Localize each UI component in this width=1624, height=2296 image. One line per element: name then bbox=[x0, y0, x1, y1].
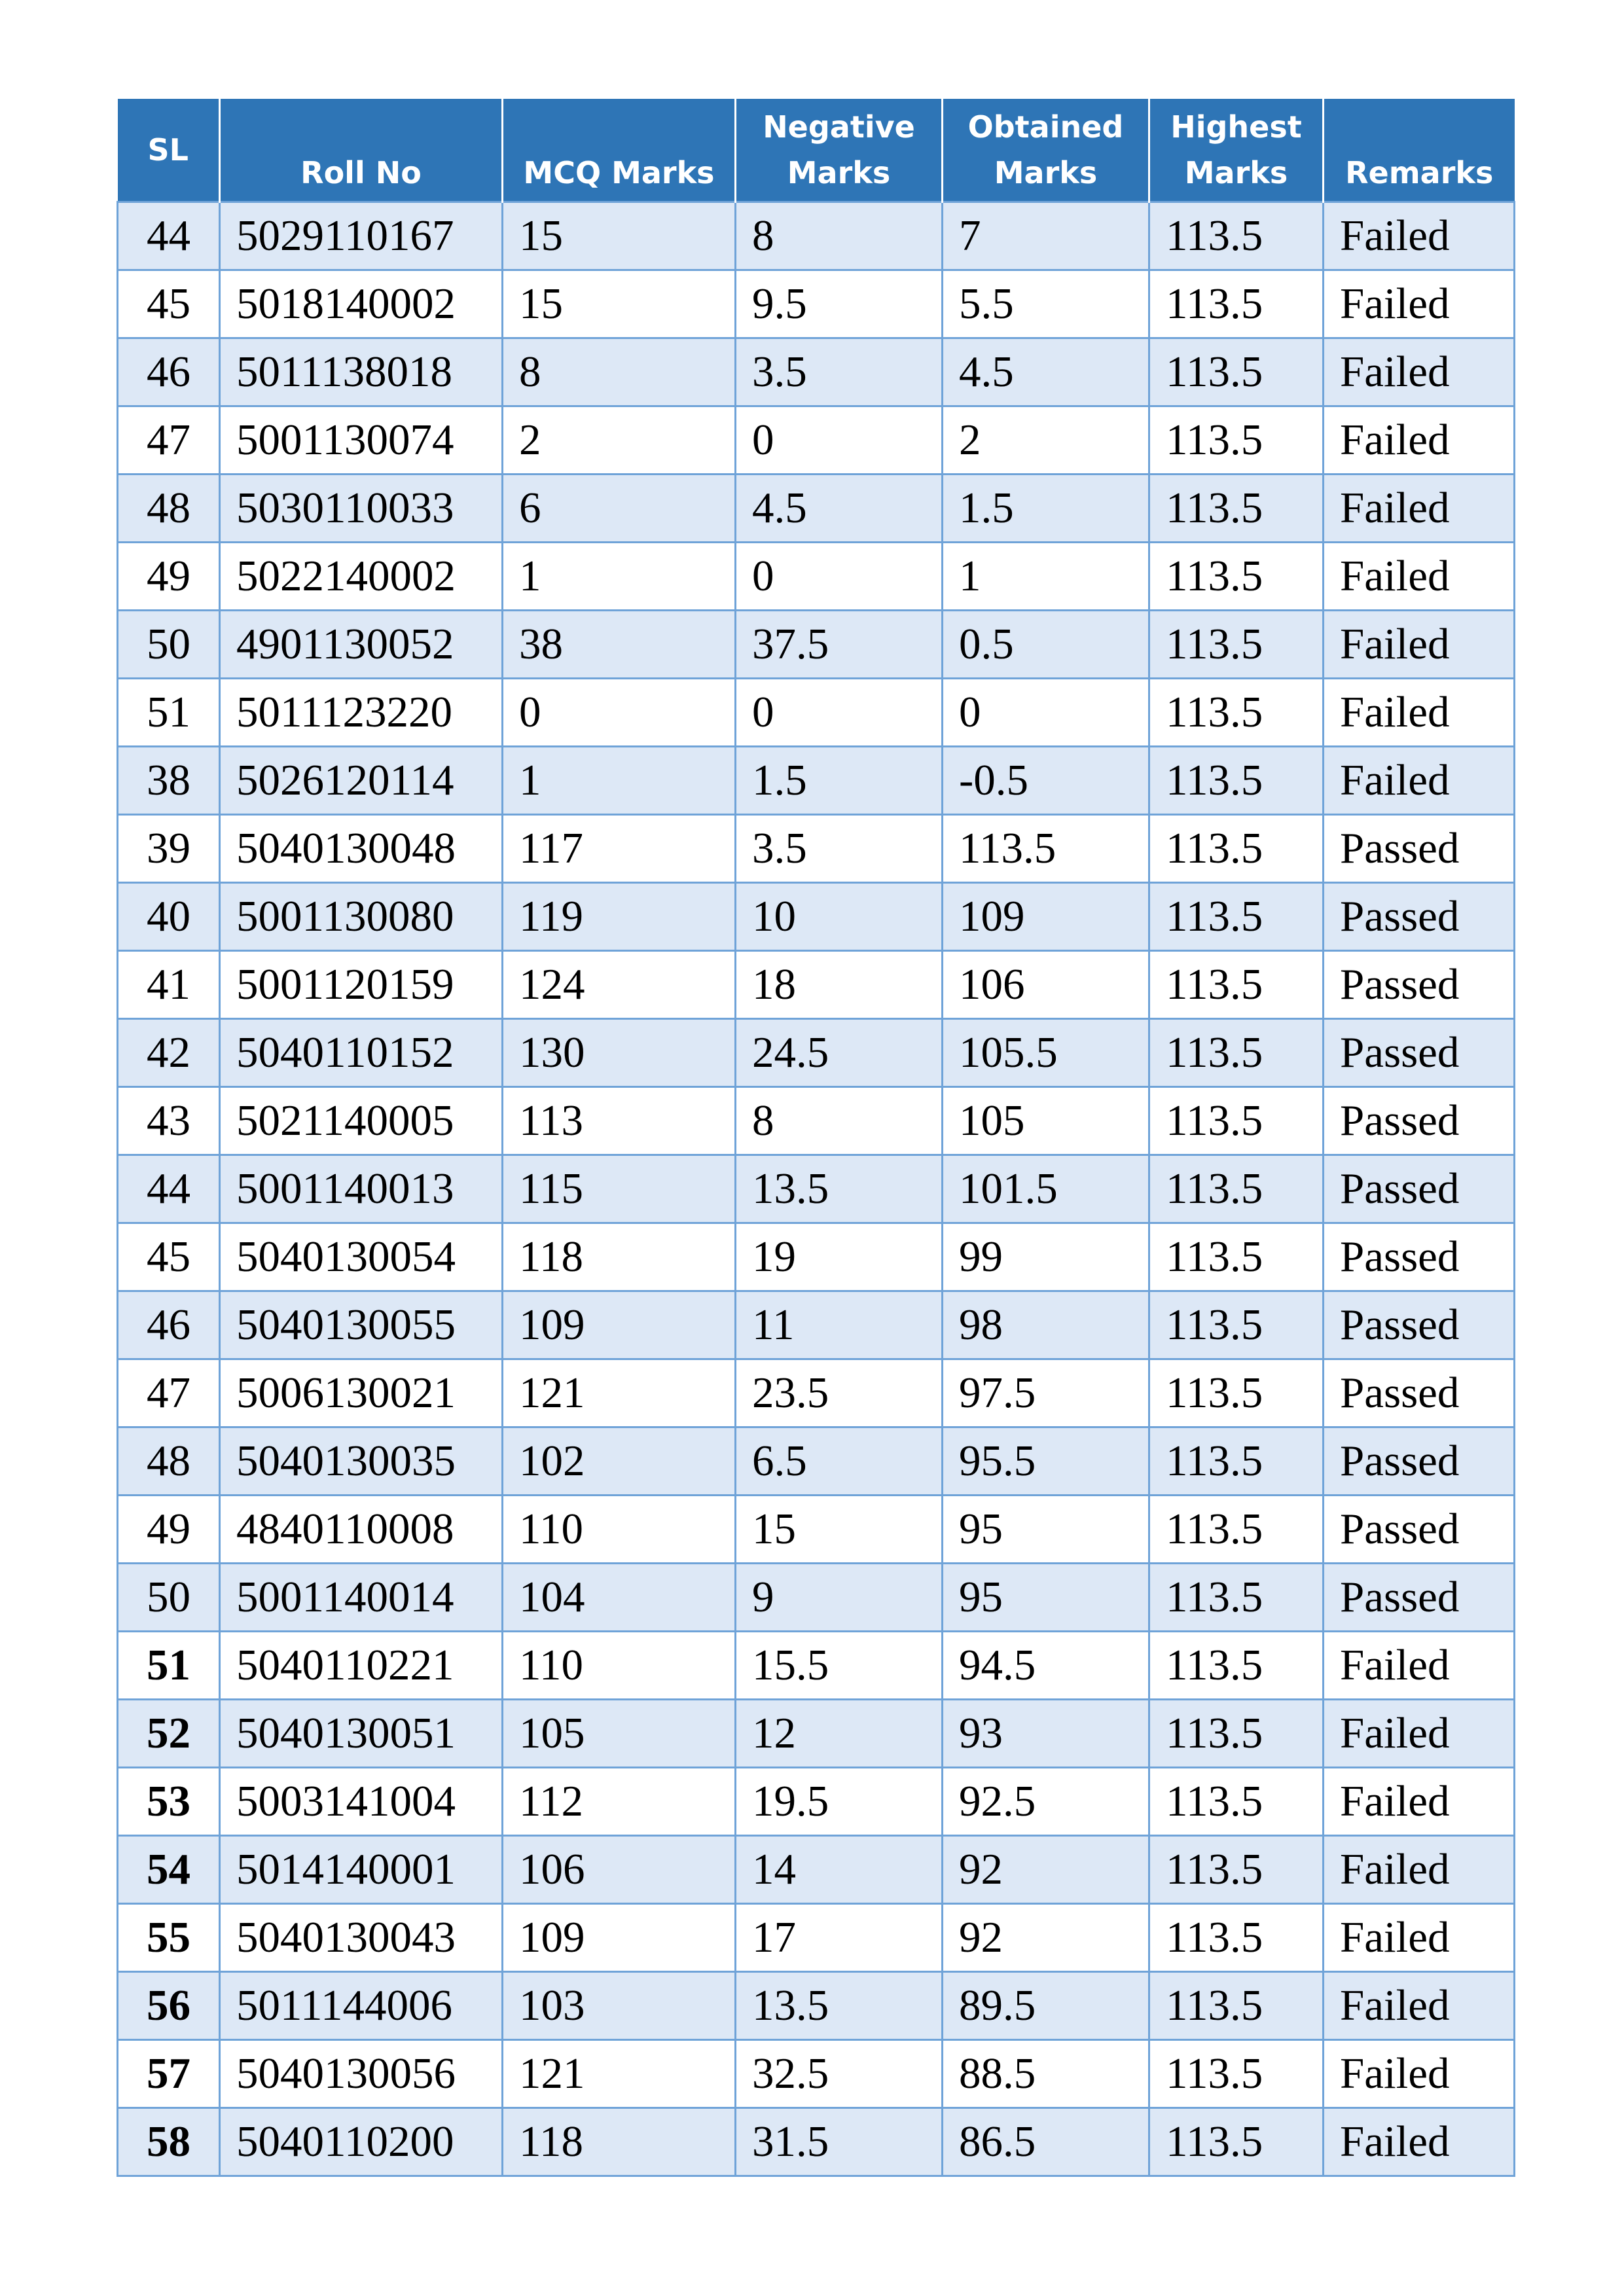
cell-highest-marks: 113.5 bbox=[1149, 678, 1324, 746]
table-row bbox=[118, 1359, 1515, 1427]
cell-highest-marks: 113.5 bbox=[1149, 746, 1324, 814]
cell-highest-marks: 113.5 bbox=[1149, 1223, 1324, 1291]
cell-highest-marks: 113.5 bbox=[1149, 1359, 1324, 1427]
cell-negative-marks: 31.5 bbox=[736, 2108, 943, 2176]
cell-remarks: Failed bbox=[1324, 1903, 1515, 1971]
cell-negative-marks: 8 bbox=[736, 1086, 943, 1155]
cell-roll-no: 5001140014 bbox=[220, 1563, 503, 1631]
cell-mcq-marks: 102 bbox=[503, 1427, 736, 1495]
header-negative-marks-line-1: Negative bbox=[763, 109, 915, 145]
cell-negative-marks: 23.5 bbox=[736, 1359, 943, 1427]
table-row bbox=[118, 406, 1515, 474]
cell-mcq-marks: 104 bbox=[503, 1563, 736, 1631]
header-roll-no: Roll No bbox=[220, 99, 503, 202]
cell-mcq-marks: 119 bbox=[503, 882, 736, 950]
cell-remarks: Passed bbox=[1324, 1427, 1515, 1495]
table-row bbox=[118, 1631, 1515, 1699]
cell-sl: 46 bbox=[118, 338, 220, 406]
cell-sl: 51 bbox=[118, 1631, 220, 1699]
cell-obtained-marks: 1 bbox=[943, 542, 1149, 610]
cell-highest-marks: 113.5 bbox=[1149, 610, 1324, 678]
cell-mcq-marks: 118 bbox=[503, 2108, 736, 2176]
header-row bbox=[118, 99, 1515, 202]
cell-sl: 58 bbox=[118, 2108, 220, 2176]
cell-mcq-marks: 15 bbox=[503, 270, 736, 338]
cell-roll-no: 5001140013 bbox=[220, 1155, 503, 1223]
cell-obtained-marks: 4.5 bbox=[943, 338, 1149, 406]
cell-highest-marks: 113.5 bbox=[1149, 1767, 1324, 1835]
header-negative-marks bbox=[736, 99, 943, 202]
cell-obtained-marks: 105 bbox=[943, 1086, 1149, 1155]
cell-mcq-marks: 15 bbox=[503, 202, 736, 270]
cell-negative-marks: 1.5 bbox=[736, 746, 943, 814]
cell-negative-marks: 12 bbox=[736, 1699, 943, 1767]
cell-negative-marks: 15.5 bbox=[736, 1631, 943, 1699]
cell-roll-no: 5006130021 bbox=[220, 1359, 503, 1427]
cell-sl: 39 bbox=[118, 814, 220, 882]
cell-highest-marks: 113.5 bbox=[1149, 2108, 1324, 2176]
cell-roll-no: 5030110033 bbox=[220, 474, 503, 542]
header-obtained-marks-line-1: Obtained bbox=[967, 109, 1124, 145]
cell-remarks: Passed bbox=[1324, 1495, 1515, 1563]
cell-obtained-marks: 98 bbox=[943, 1291, 1149, 1359]
cell-remarks: Failed bbox=[1324, 2108, 1515, 2176]
cell-remarks: Failed bbox=[1324, 1835, 1515, 1903]
table-row bbox=[118, 2039, 1515, 2108]
cell-remarks: Failed bbox=[1324, 610, 1515, 678]
cell-obtained-marks: 2 bbox=[943, 406, 1149, 474]
cell-roll-no: 5018140002 bbox=[220, 270, 503, 338]
cell-negative-marks: 4.5 bbox=[736, 474, 943, 542]
cell-obtained-marks: 0.5 bbox=[943, 610, 1149, 678]
cell-roll-no: 5040130035 bbox=[220, 1427, 503, 1495]
cell-highest-marks: 113.5 bbox=[1149, 270, 1324, 338]
cell-remarks: Failed bbox=[1324, 1767, 1515, 1835]
cell-obtained-marks: 97.5 bbox=[943, 1359, 1149, 1427]
cell-sl: 43 bbox=[118, 1086, 220, 1155]
cell-obtained-marks: 95.5 bbox=[943, 1427, 1149, 1495]
table-row bbox=[118, 1971, 1515, 2039]
header-obtained-marks bbox=[943, 99, 1149, 202]
cell-negative-marks: 11 bbox=[736, 1291, 943, 1359]
cell-highest-marks: 113.5 bbox=[1149, 1971, 1324, 2039]
table-body bbox=[118, 202, 1515, 2176]
table-row bbox=[118, 1495, 1515, 1563]
cell-sl: 47 bbox=[118, 406, 220, 474]
cell-mcq-marks: 109 bbox=[503, 1903, 736, 1971]
cell-roll-no: 5001130074 bbox=[220, 406, 503, 474]
cell-remarks: Passed bbox=[1324, 1359, 1515, 1427]
cell-highest-marks: 113.5 bbox=[1149, 1291, 1324, 1359]
cell-roll-no: 5040110221 bbox=[220, 1631, 503, 1699]
cell-mcq-marks: 130 bbox=[503, 1018, 736, 1086]
cell-negative-marks: 9 bbox=[736, 1563, 943, 1631]
cell-obtained-marks: 92.5 bbox=[943, 1767, 1149, 1835]
cell-highest-marks: 113.5 bbox=[1149, 202, 1324, 270]
cell-mcq-marks: 121 bbox=[503, 2039, 736, 2108]
cell-negative-marks: 19 bbox=[736, 1223, 943, 1291]
cell-highest-marks: 113.5 bbox=[1149, 1155, 1324, 1223]
cell-negative-marks: 8 bbox=[736, 202, 943, 270]
table-row bbox=[118, 338, 1515, 406]
cell-remarks: Passed bbox=[1324, 814, 1515, 882]
cell-remarks: Failed bbox=[1324, 202, 1515, 270]
cell-mcq-marks: 117 bbox=[503, 814, 736, 882]
table-row bbox=[118, 1427, 1515, 1495]
table-row bbox=[118, 950, 1515, 1018]
cell-highest-marks: 113.5 bbox=[1149, 2039, 1324, 2108]
cell-sl: 48 bbox=[118, 474, 220, 542]
cell-roll-no: 5040130051 bbox=[220, 1699, 503, 1767]
cell-roll-no: 5011138018 bbox=[220, 338, 503, 406]
cell-highest-marks: 113.5 bbox=[1149, 1427, 1324, 1495]
table-row bbox=[118, 882, 1515, 950]
cell-sl: 50 bbox=[118, 1563, 220, 1631]
cell-roll-no: 5040130056 bbox=[220, 2039, 503, 2108]
cell-roll-no: 5001120159 bbox=[220, 950, 503, 1018]
cell-mcq-marks: 118 bbox=[503, 1223, 736, 1291]
cell-remarks: Passed bbox=[1324, 1223, 1515, 1291]
cell-obtained-marks: 101.5 bbox=[943, 1155, 1149, 1223]
table-row bbox=[118, 1291, 1515, 1359]
cell-negative-marks: 24.5 bbox=[736, 1018, 943, 1086]
cell-sl: 49 bbox=[118, 1495, 220, 1563]
cell-highest-marks: 113.5 bbox=[1149, 1086, 1324, 1155]
cell-highest-marks: 113.5 bbox=[1149, 338, 1324, 406]
cell-obtained-marks: 94.5 bbox=[943, 1631, 1149, 1699]
table-row bbox=[118, 1835, 1515, 1903]
cell-negative-marks: 3.5 bbox=[736, 814, 943, 882]
header-remarks: Remarks bbox=[1324, 99, 1515, 202]
cell-remarks: Failed bbox=[1324, 270, 1515, 338]
cell-highest-marks: 113.5 bbox=[1149, 1631, 1324, 1699]
cell-negative-marks: 17 bbox=[736, 1903, 943, 1971]
cell-sl: 44 bbox=[118, 1155, 220, 1223]
table-row bbox=[118, 1223, 1515, 1291]
cell-remarks: Passed bbox=[1324, 1086, 1515, 1155]
cell-negative-marks: 0 bbox=[736, 542, 943, 610]
table-row bbox=[118, 270, 1515, 338]
table-row bbox=[118, 1903, 1515, 1971]
cell-roll-no: 5026120114 bbox=[220, 746, 503, 814]
cell-roll-no: 5014140001 bbox=[220, 1835, 503, 1903]
cell-roll-no: 5022140002 bbox=[220, 542, 503, 610]
table-row bbox=[118, 678, 1515, 746]
cell-mcq-marks: 1 bbox=[503, 746, 736, 814]
cell-roll-no: 5001130080 bbox=[220, 882, 503, 950]
cell-remarks: Passed bbox=[1324, 882, 1515, 950]
cell-sl: 53 bbox=[118, 1767, 220, 1835]
cell-remarks: Failed bbox=[1324, 746, 1515, 814]
cell-sl: 42 bbox=[118, 1018, 220, 1086]
cell-roll-no: 5040130048 bbox=[220, 814, 503, 882]
header-highest-marks-line-1: Highest bbox=[1170, 109, 1302, 145]
cell-remarks: Passed bbox=[1324, 1155, 1515, 1223]
cell-mcq-marks: 113 bbox=[503, 1086, 736, 1155]
cell-sl: 54 bbox=[118, 1835, 220, 1903]
cell-negative-marks: 32.5 bbox=[736, 2039, 943, 2108]
table-row bbox=[118, 1018, 1515, 1086]
cell-roll-no: 5040130043 bbox=[220, 1903, 503, 1971]
table-row bbox=[118, 474, 1515, 542]
cell-obtained-marks: 88.5 bbox=[943, 2039, 1149, 2108]
cell-remarks: Failed bbox=[1324, 1699, 1515, 1767]
cell-highest-marks: 113.5 bbox=[1149, 1495, 1324, 1563]
table-row bbox=[118, 2108, 1515, 2176]
cell-remarks: Passed bbox=[1324, 1291, 1515, 1359]
cell-sl: 44 bbox=[118, 202, 220, 270]
cell-remarks: Failed bbox=[1324, 678, 1515, 746]
cell-negative-marks: 15 bbox=[736, 1495, 943, 1563]
cell-highest-marks: 113.5 bbox=[1149, 814, 1324, 882]
cell-roll-no: 4901130052 bbox=[220, 610, 503, 678]
cell-remarks: Failed bbox=[1324, 338, 1515, 406]
cell-sl: 41 bbox=[118, 950, 220, 1018]
table-row bbox=[118, 746, 1515, 814]
cell-sl: 56 bbox=[118, 1971, 220, 2039]
cell-roll-no: 5040130055 bbox=[220, 1291, 503, 1359]
cell-obtained-marks: 5.5 bbox=[943, 270, 1149, 338]
cell-obtained-marks: 86.5 bbox=[943, 2108, 1149, 2176]
cell-sl: 38 bbox=[118, 746, 220, 814]
cell-sl: 51 bbox=[118, 678, 220, 746]
cell-highest-marks: 113.5 bbox=[1149, 542, 1324, 610]
cell-obtained-marks: 89.5 bbox=[943, 1971, 1149, 2039]
table-header bbox=[118, 99, 1515, 202]
cell-roll-no: 5011144006 bbox=[220, 1971, 503, 2039]
cell-mcq-marks: 121 bbox=[503, 1359, 736, 1427]
cell-obtained-marks: 1.5 bbox=[943, 474, 1149, 542]
cell-roll-no: 5011123220 bbox=[220, 678, 503, 746]
cell-negative-marks: 10 bbox=[736, 882, 943, 950]
cell-mcq-marks: 115 bbox=[503, 1155, 736, 1223]
cell-negative-marks: 9.5 bbox=[736, 270, 943, 338]
cell-obtained-marks: 99 bbox=[943, 1223, 1149, 1291]
cell-roll-no: 5040110200 bbox=[220, 2108, 503, 2176]
cell-highest-marks: 113.5 bbox=[1149, 1699, 1324, 1767]
header-obtained-marks-line-2: Marks bbox=[994, 154, 1098, 190]
cell-obtained-marks: 93 bbox=[943, 1699, 1149, 1767]
header-mcq-marks: MCQ Marks bbox=[503, 99, 736, 202]
cell-remarks: Failed bbox=[1324, 2039, 1515, 2108]
cell-obtained-marks: 106 bbox=[943, 950, 1149, 1018]
cell-remarks: Passed bbox=[1324, 950, 1515, 1018]
cell-negative-marks: 14 bbox=[736, 1835, 943, 1903]
table-row bbox=[118, 1086, 1515, 1155]
cell-mcq-marks: 109 bbox=[503, 1291, 736, 1359]
cell-mcq-marks: 110 bbox=[503, 1631, 736, 1699]
header-negative-marks-line-2: Marks bbox=[787, 154, 891, 190]
cell-obtained-marks: 92 bbox=[943, 1903, 1149, 1971]
cell-highest-marks: 113.5 bbox=[1149, 1903, 1324, 1971]
cell-sl: 47 bbox=[118, 1359, 220, 1427]
cell-roll-no: 4840110008 bbox=[220, 1495, 503, 1563]
table-row bbox=[118, 1563, 1515, 1631]
cell-remarks: Failed bbox=[1324, 1971, 1515, 2039]
table-row bbox=[118, 1155, 1515, 1223]
cell-highest-marks: 113.5 bbox=[1149, 1835, 1324, 1903]
cell-highest-marks: 113.5 bbox=[1149, 950, 1324, 1018]
cell-obtained-marks: 113.5 bbox=[943, 814, 1149, 882]
cell-negative-marks: 6.5 bbox=[736, 1427, 943, 1495]
cell-negative-marks: 19.5 bbox=[736, 1767, 943, 1835]
cell-roll-no: 5003141004 bbox=[220, 1767, 503, 1835]
cell-highest-marks: 113.5 bbox=[1149, 474, 1324, 542]
cell-obtained-marks: 0 bbox=[943, 678, 1149, 746]
cell-sl: 50 bbox=[118, 610, 220, 678]
cell-sl: 40 bbox=[118, 882, 220, 950]
cell-obtained-marks: 109 bbox=[943, 882, 1149, 950]
cell-negative-marks: 0 bbox=[736, 406, 943, 474]
cell-negative-marks: 0 bbox=[736, 678, 943, 746]
cell-sl: 49 bbox=[118, 542, 220, 610]
cell-negative-marks: 13.5 bbox=[736, 1155, 943, 1223]
cell-remarks: Failed bbox=[1324, 474, 1515, 542]
cell-mcq-marks: 38 bbox=[503, 610, 736, 678]
cell-mcq-marks: 2 bbox=[503, 406, 736, 474]
cell-mcq-marks: 105 bbox=[503, 1699, 736, 1767]
cell-obtained-marks: 92 bbox=[943, 1835, 1149, 1903]
cell-remarks: Passed bbox=[1324, 1563, 1515, 1631]
cell-sl: 55 bbox=[118, 1903, 220, 1971]
header-highest-marks bbox=[1149, 99, 1324, 202]
cell-mcq-marks: 103 bbox=[503, 1971, 736, 2039]
cell-sl: 48 bbox=[118, 1427, 220, 1495]
cell-negative-marks: 37.5 bbox=[736, 610, 943, 678]
cell-mcq-marks: 0 bbox=[503, 678, 736, 746]
cell-negative-marks: 13.5 bbox=[736, 1971, 943, 2039]
cell-mcq-marks: 8 bbox=[503, 338, 736, 406]
cell-sl: 45 bbox=[118, 1223, 220, 1291]
cell-obtained-marks: 7 bbox=[943, 202, 1149, 270]
cell-sl: 45 bbox=[118, 270, 220, 338]
cell-roll-no: 5040130054 bbox=[220, 1223, 503, 1291]
cell-roll-no: 5021140005 bbox=[220, 1086, 503, 1155]
cell-sl: 46 bbox=[118, 1291, 220, 1359]
table-row bbox=[118, 1699, 1515, 1767]
table-row bbox=[118, 542, 1515, 610]
cell-roll-no: 5040110152 bbox=[220, 1018, 503, 1086]
header-highest-marks-line-2: Marks bbox=[1184, 154, 1288, 190]
cell-negative-marks: 18 bbox=[736, 950, 943, 1018]
cell-sl: 52 bbox=[118, 1699, 220, 1767]
cell-remarks: Failed bbox=[1324, 542, 1515, 610]
cell-negative-marks: 3.5 bbox=[736, 338, 943, 406]
cell-roll-no: 5029110167 bbox=[220, 202, 503, 270]
cell-highest-marks: 113.5 bbox=[1149, 406, 1324, 474]
cell-obtained-marks: 105.5 bbox=[943, 1018, 1149, 1086]
cell-highest-marks: 113.5 bbox=[1149, 1563, 1324, 1631]
cell-remarks: Passed bbox=[1324, 1018, 1515, 1086]
cell-highest-marks: 113.5 bbox=[1149, 882, 1324, 950]
cell-obtained-marks: 95 bbox=[943, 1495, 1149, 1563]
cell-obtained-marks: -0.5 bbox=[943, 746, 1149, 814]
cell-mcq-marks: 110 bbox=[503, 1495, 736, 1563]
cell-mcq-marks: 106 bbox=[503, 1835, 736, 1903]
table-row bbox=[118, 610, 1515, 678]
cell-remarks: Failed bbox=[1324, 406, 1515, 474]
table-row bbox=[118, 202, 1515, 270]
cell-mcq-marks: 6 bbox=[503, 474, 736, 542]
cell-mcq-marks: 112 bbox=[503, 1767, 736, 1835]
cell-remarks: Failed bbox=[1324, 1631, 1515, 1699]
table-row bbox=[118, 1767, 1515, 1835]
cell-mcq-marks: 124 bbox=[503, 950, 736, 1018]
cell-mcq-marks: 1 bbox=[503, 542, 736, 610]
cell-sl: 57 bbox=[118, 2039, 220, 2108]
table-row bbox=[118, 814, 1515, 882]
header-sl: SL bbox=[118, 99, 220, 202]
cell-obtained-marks: 95 bbox=[943, 1563, 1149, 1631]
results-table bbox=[117, 99, 1515, 2177]
cell-highest-marks: 113.5 bbox=[1149, 1018, 1324, 1086]
